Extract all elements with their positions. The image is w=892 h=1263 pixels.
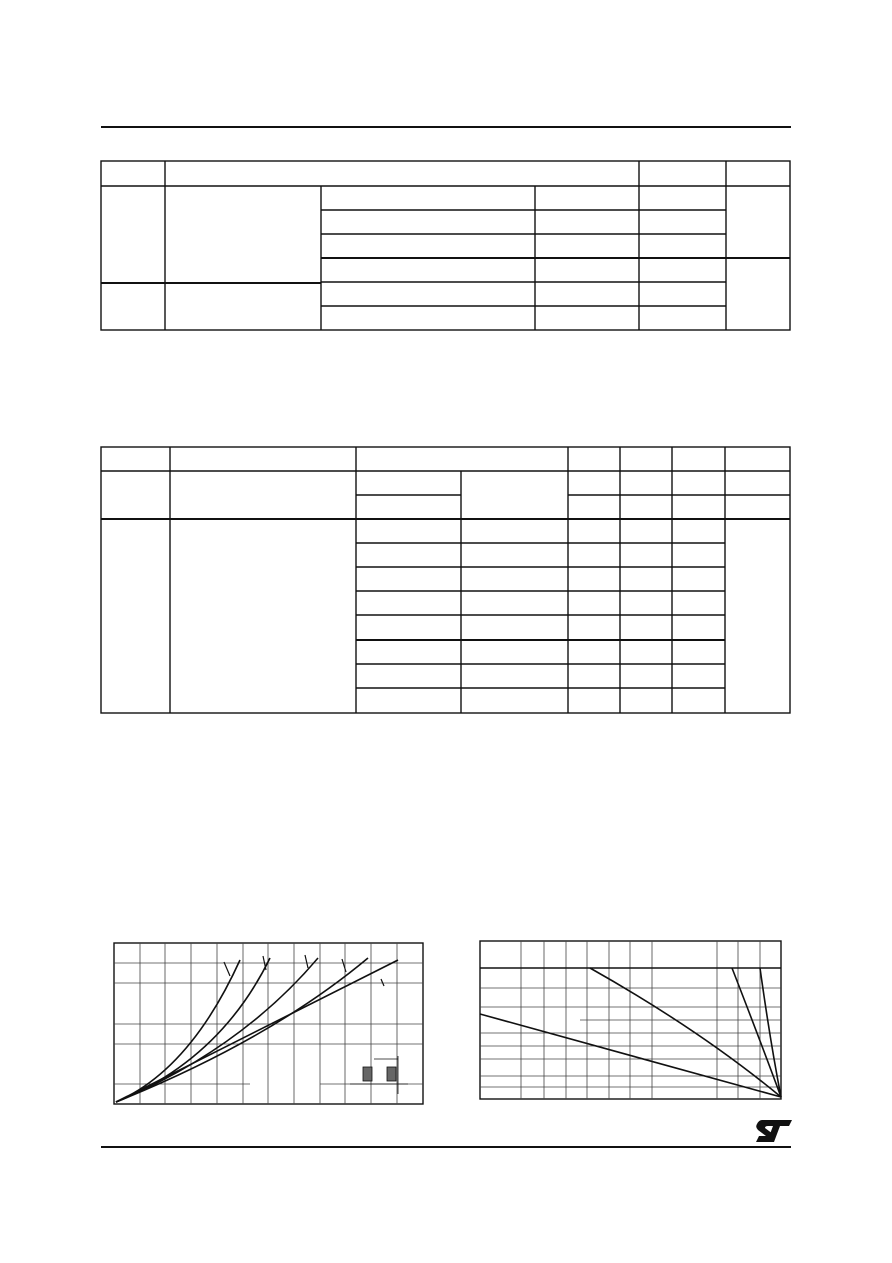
chart-1 [114,943,423,1104]
chart-1-arrows [224,955,384,986]
st-logo-icon [754,1118,794,1144]
footer-rule [101,1146,791,1148]
chart-1-arrow [305,955,308,968]
table-2-border [101,447,790,713]
chart-1-inset-block [387,1067,396,1081]
table-1 [101,161,790,330]
chart-1-inset [350,1056,408,1094]
chart-2-curve [760,968,781,1097]
chart-2 [480,941,781,1099]
table-2 [101,447,790,713]
chart-2-curve [590,968,781,1097]
chart-2-curves [480,968,781,1097]
chart-1-arrow [381,979,384,986]
chart-2-curve [480,1014,781,1097]
chart-1-arrow [224,962,230,976]
chart-2-grid [480,941,781,1099]
chart-1-curve [116,958,270,1102]
chart-1-curves [116,958,398,1102]
chart-1-inset-block [363,1067,372,1081]
